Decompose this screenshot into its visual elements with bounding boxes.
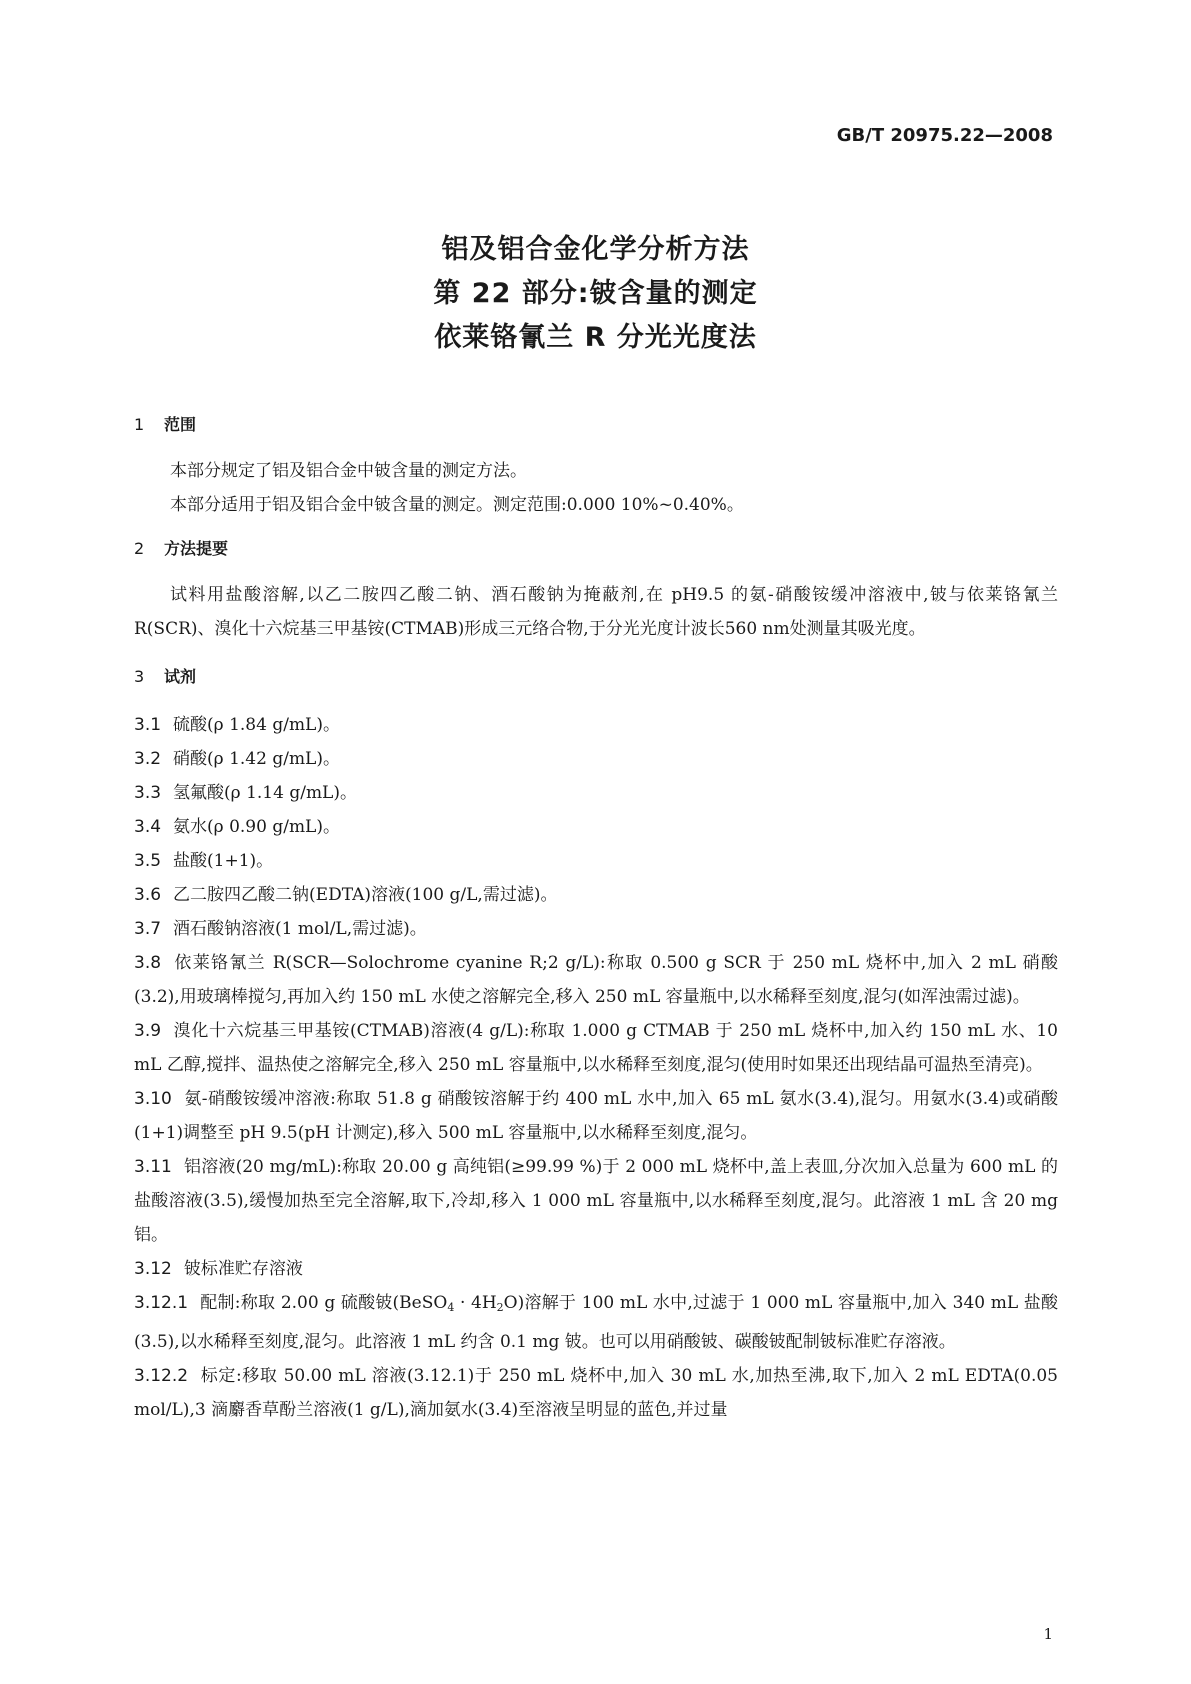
- list-item: 3.8 依莱铬氰兰 R(SCR—Solochrome cyanine R;2 g/L):称取 0.500 g SCR 于 250 mL 烧杯中,加入 2 mL 硝酸(3.2),用玻璃棒搅匀,再加入约 150 mL 水使之溶解完全,移入 250 mL 容量瓶中,以水稀释至刻度,混匀(如浑浊需过滤)。: [134, 953, 1058, 1007]
- title-line-1: 铝及铝合金化学分析方法: [441, 234, 750, 265]
- section-heading-1: 1 范围: [134, 415, 197, 434]
- title-line-3: 依莱铬氰兰 R 分光光度法: [434, 322, 757, 353]
- paragraph: 本部分适用于铝及铝合金中铍含量的测定。测定范围:0.000 10%~0.40%。: [170, 495, 744, 515]
- paragraph: 试料用盐酸溶解,以乙二胺四乙酸二钠、酒石酸钠为掩蔽剂,在 pH9.5 的氨-硝酸铵缓冲溶液中,铍与依莱铬氰兰 R(SCR)、溴化十六烷基三甲基铵(CTMAB)形成三元络合物,于分光光度计波长560 nm处测量其吸光度。: [134, 585, 1058, 639]
- list-item: 3.6 乙二胺四乙酸二钠(EDTA)溶液(100 g/L,需过滤)。: [134, 885, 558, 905]
- list-item: 3.7 酒石酸钠溶液(1 mol/L,需过滤)。: [134, 919, 427, 939]
- list-item: 3.11 铝溶液(20 mg/mL):称取 20.00 g 高纯铝(≥99.99 %)于 2 000 mL 烧杯中,盖上表皿,分次加入总量为 600 mL 的盐酸溶液(3.5),缓慢加热至完全溶解,取下,冷却,移入 1 000 mL 容量瓶中,以水稀释至刻度,混匀。此溶液 1 mL 含 20 mg 铝。: [134, 1157, 1058, 1245]
- list-item: 3.3 氢氟酸(ρ 1.14 g/mL)。: [134, 783, 357, 803]
- standard-number: GB/T 20975.22—2008: [836, 125, 1053, 146]
- document-body: [134, 410, 1058, 1427]
- list-item: 3.10 氨-硝酸铵缓冲溶液:称取 51.8 g 硝酸铵溶解于约 400 mL 水中,加入 65 mL 氨水(3.4),混匀。用氨水(3.4)或硝酸(1+1)调整至 pH 9.5(pH 计测定),移入 500 mL 容量瓶中,以水稀释至刻度,混匀。: [134, 1089, 1058, 1143]
- paragraph: 本部分规定了铝及铝合金中铍含量的测定方法。: [170, 461, 527, 481]
- list-item: 3.5 盐酸(1+1)。: [134, 851, 274, 871]
- page-number: 1: [1043, 1625, 1053, 1643]
- list-item: 3.12.2 标定:移取 50.00 mL 溶液(3.12.1)于 250 mL 烧杯中,加入 30 mL 水,加热至沸,取下,加入 2 mL EDTA(0.05 mol/L),3 滴麝香草酚兰溶液(1 g/L),滴加氨水(3.4)至溶液呈明显的蓝色,并过量: [134, 1366, 1058, 1420]
- list-item: 3.2 硝酸(ρ 1.42 g/mL)。: [134, 749, 340, 769]
- title-line-2: 第 22 部分:铍含量的测定: [433, 278, 758, 309]
- document-title: [0, 228, 1191, 360]
- section-heading-3: 3 试剂: [134, 667, 197, 686]
- list-item: 3.12 铍标准贮存溶液: [134, 1259, 303, 1279]
- list-item: 3.9 溴化十六烷基三甲基铵(CTMAB)溶液(4 g/L):称取 1.000 g CTMAB 于 250 mL 烧杯中,加入约 150 mL 水、10 mL 乙醇,搅拌、温热使之溶解完全,移入 250 mL 容量瓶中,以水稀释至刻度,混匀(使用时如果还出现结晶可温热至清亮)。: [134, 1021, 1058, 1075]
- section-heading-2: 2 方法提要: [134, 539, 229, 558]
- list-item: 3.1 硫酸(ρ 1.84 g/mL)。: [134, 715, 340, 735]
- list-item: 3.12.1 配制:称取 2.00 g 硫酸铍(BeSO$_4$ · $4H_2O$)溶解于 100 mL 水中,过滤于 1 000 mL 容量瓶中,加入 340 mL 盐酸(3.5),以水稀释至刻度,混匀。此溶液 1 mL 约含 0.1 mg 铍。也可以用硝酸铍、碳酸铍配制铍标准贮存溶液。: [134, 1293, 1058, 1352]
- list-item: 3.4 氨水(ρ 0.90 g/mL)。: [134, 817, 340, 837]
